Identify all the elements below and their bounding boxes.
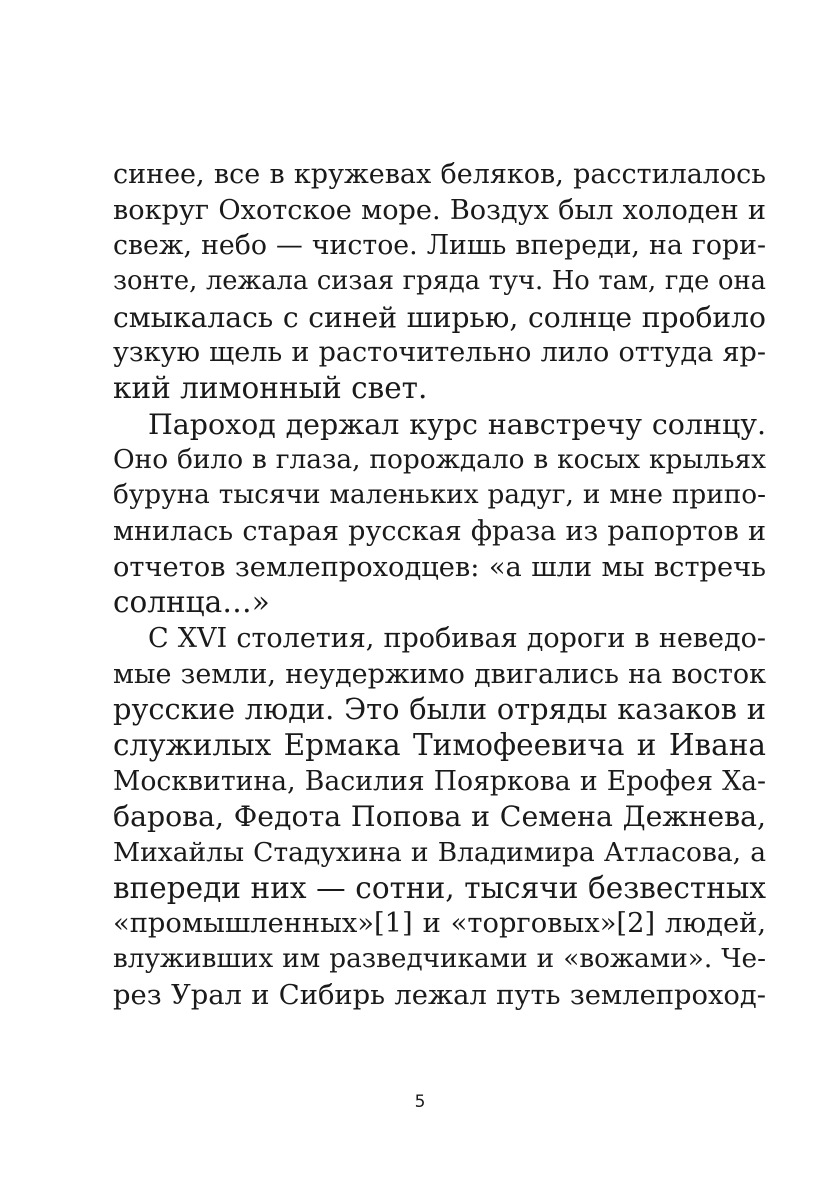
- text-line: русские люди. Это были отряды казаков и: [113, 692, 766, 727]
- text-line: солнца…»: [113, 585, 270, 620]
- text-line: «промышленных»[1] и «торговых»[2] людей,: [113, 908, 766, 940]
- text-line: Оно било в глаза, порождало в косых крыльях: [113, 444, 766, 475]
- text-line: буруна тысячи маленьких радуг, и мне припо-: [113, 480, 766, 511]
- paragraph-2: [113, 407, 766, 621]
- text-line: зонте, лежала сизая гряда туч. Но там, где она: [113, 266, 766, 297]
- text-line: свеж, небо — чистое. Лишь впереди, на гори-: [113, 230, 766, 262]
- text-line: служилых Ермака Тимофеевича и Ивана: [113, 728, 766, 762]
- paragraph-3: [113, 621, 766, 1014]
- paragraph-1: [113, 157, 766, 407]
- body-text: [113, 157, 766, 1014]
- text-line: мнилась старая русская фраза из рапортов и: [113, 515, 766, 547]
- text-line: синее, все в кружевах беляков, расстилалось: [113, 159, 766, 190]
- text-line: Михайлы Стадухина и Владимира Атласова, а: [113, 837, 766, 869]
- text-line: рез Урал и Сибирь лежал путь землепроход-: [113, 979, 766, 1011]
- text-line: кий лимонный свет.: [113, 371, 428, 406]
- text-line: влуживших им разведчиками и «вожами». Че-: [113, 944, 766, 975]
- text-line: мые земли, неудержимо двигались на восток: [113, 658, 766, 690]
- text-line: отчетов землепроходцев: «а шли мы встречь: [113, 551, 766, 583]
- page-number: 5: [414, 1092, 426, 1112]
- text-line: С XVI столетия, пробивая дороги в неведо-: [148, 622, 766, 654]
- text-line: узкую щель и расточительно лило оттуда яр-: [113, 337, 766, 369]
- text-line: впереди них — сотни, тысячи безвестных: [113, 870, 766, 905]
- text-line: смыкалась с синей ширью, солнце пробило: [113, 300, 766, 334]
- text-line: барова, Федота Попова и Семена Дежнева,: [113, 800, 766, 834]
- text-line: вокруг Охотское море. Воздух был холоден и: [113, 194, 766, 226]
- text-line: Москвитина, Василия Пояркова и Ерофея Ха-: [113, 765, 766, 797]
- text-line: Пароход держал курс навстречу солнцу.: [148, 407, 766, 441]
